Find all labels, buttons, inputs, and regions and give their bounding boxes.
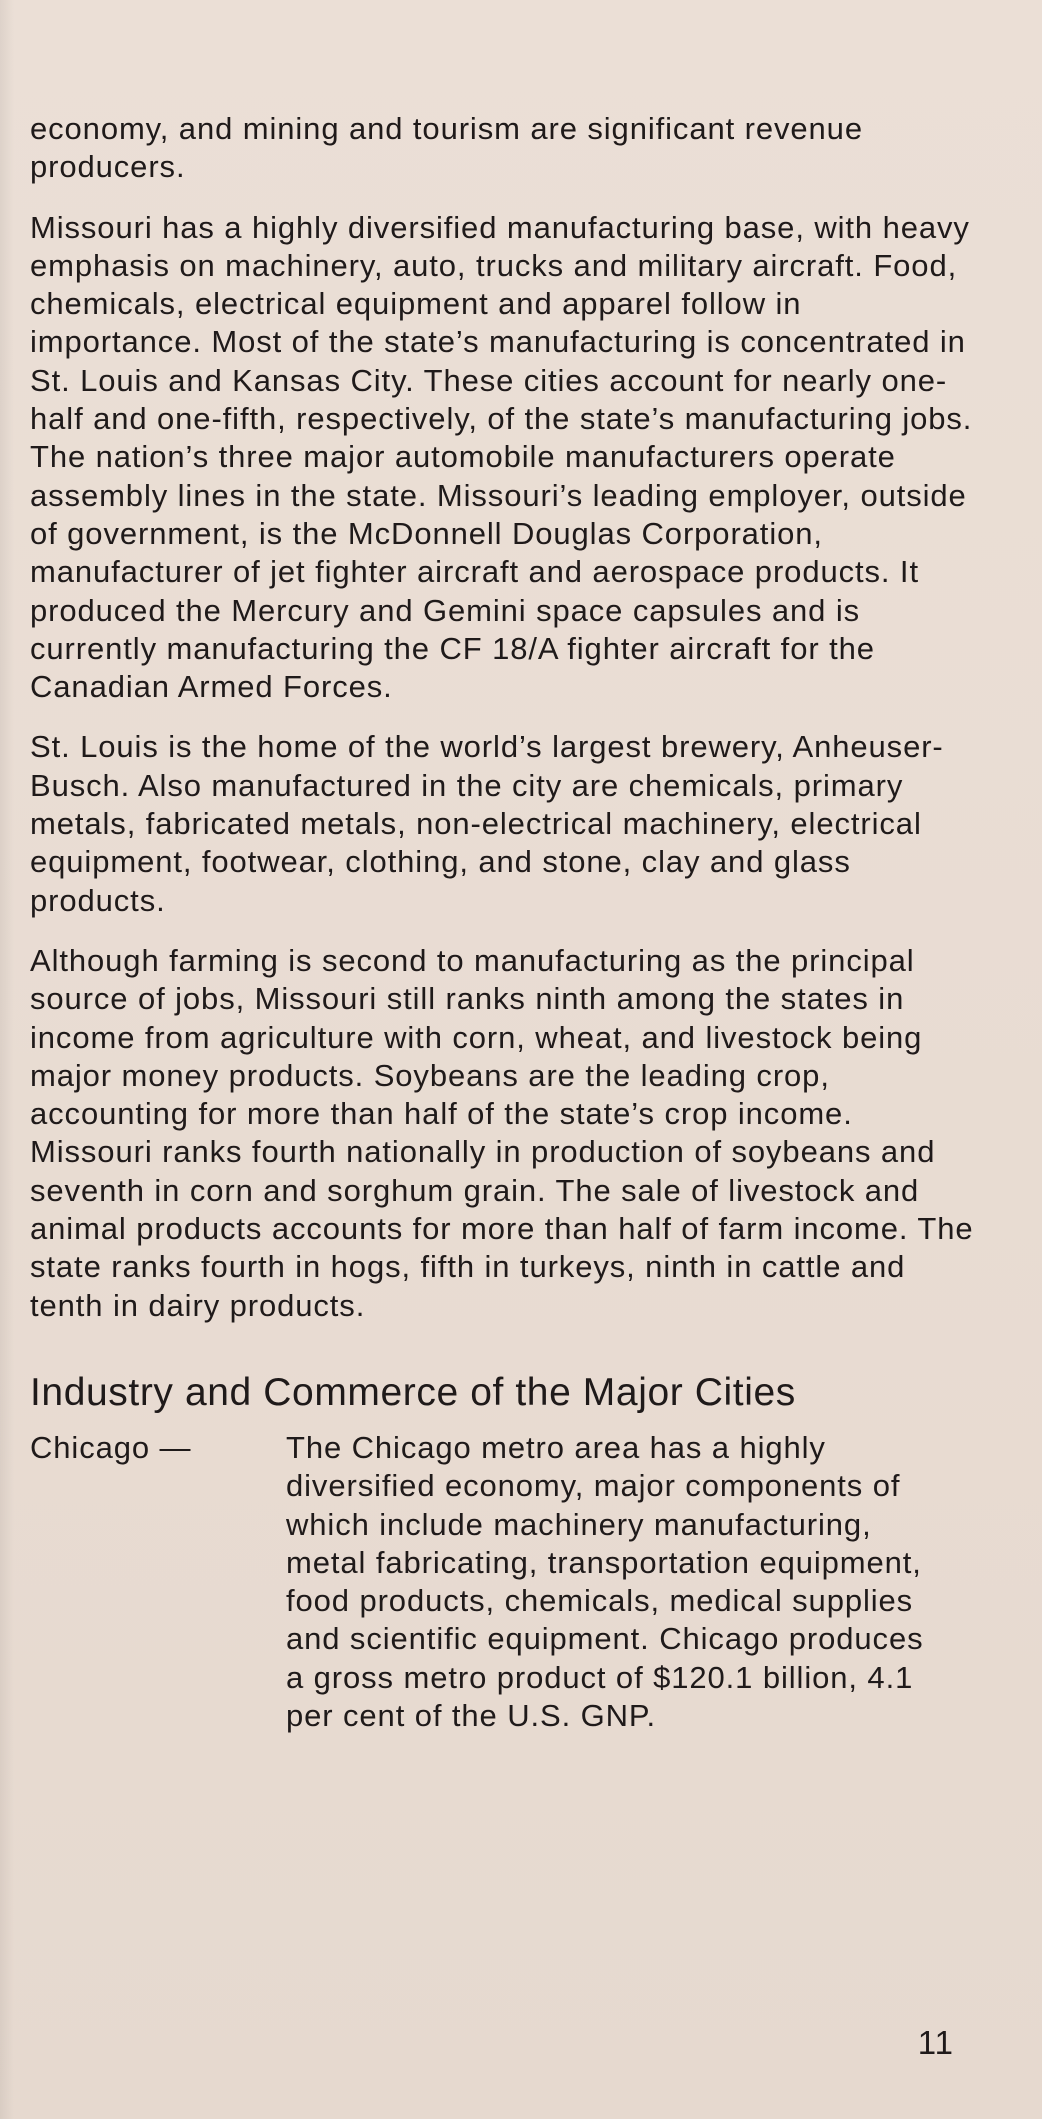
page-number: 11 [917,2024,954,2061]
paragraph-farming: Although farming is second to manufacturing as the principal source of jobs, Missouri still ranks ninth among the states in income from agriculture with corn, wheat, and livestock being major money products. Soybeans are the leading crop, accounting for more than half of the state’s crop income. Missouri ranks fourth nationally in production of soybeans and seventh in corn and sorghum grain. The sale of livestock and animal products accounts for more than half of farm income. The state ranks fourth in hogs, fifth in turkeys, ninth in cattle and tenth in dairy products. [30,942,974,1323]
paragraph-manufacturing: Missouri has a highly diversified manufacturing base, with heavy emphasis on machinery, auto, trucks and military aircraft. Food, chemicals, electrical equipment and apparel follow in importance. Most of the state’s manufacturing is concentrated in St. Louis and Kansas City. These cities account for nearly one-half and one-fifth, respectively, of the state’s manufacturing jobs. The nation’s three major automobile manufacturers operate assembly lines in the state. Missouri’s leading employer, outside of government, is the McDonnell Douglas Corporation, manufacturer of jet fighter aircraft and aerospace products. It produced the Mercury and Gemini space capsules and is currently manufacturing the CF 18/A fighter aircraft for the Canadian Armed Forces. [30,209,973,705]
city-entry-chicago [30,1429,980,1735]
page-content [30,110,980,1735]
paragraph-economy: economy, and mining and tourism are significant revenue producers. [30,111,863,185]
city-description: The Chicago metro area has a highly diversified economy, major components of which include machinery manufacturing, metal fabricating, transportation equipment, food products, chemicals, medical supplies and scientific equipment. Chicago produces a gross metro product of $120.1 billion, 4.1 per cent of the U.S. GNP. [286,1429,924,1733]
section-heading: Industry and Commerce of the Major Cities [30,1370,796,1414]
paragraph-st-louis: St. Louis is the home of the world’s largest brewery, Anheuser-Busch. Also manufactured in the city are chemicals, primary metals, fabricated metals, non-electrical machinery, electrical equipment, footwear, clothing, and stone, clay and glass products. [30,729,944,918]
city-name: Chicago — [30,1429,192,1465]
